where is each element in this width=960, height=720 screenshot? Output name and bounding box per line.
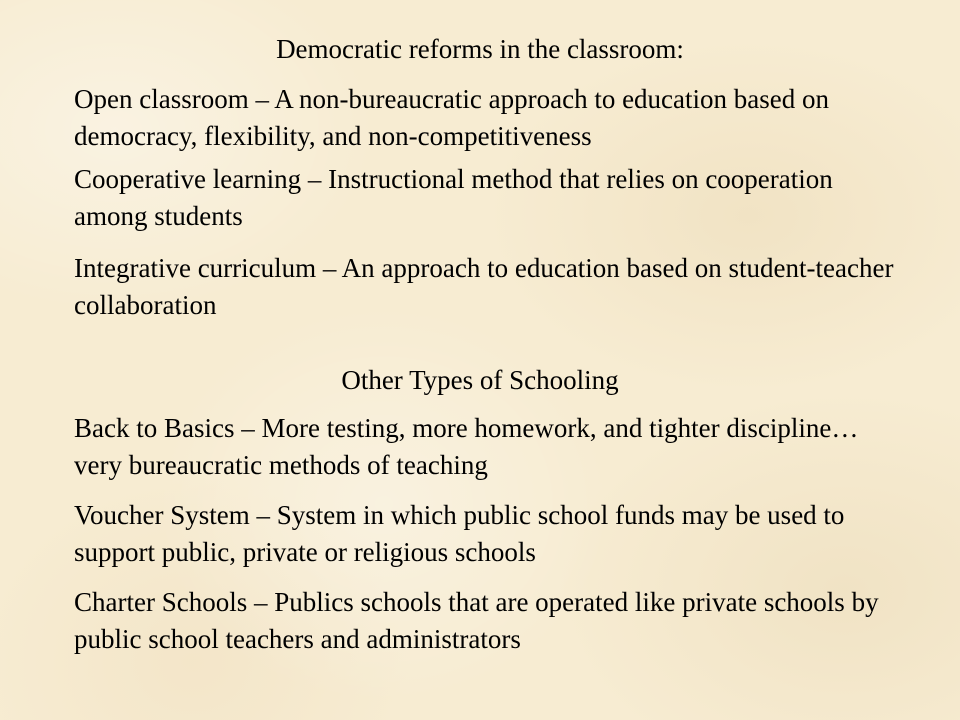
entry-integrative-curriculum: Integrative curriculum – An approach to education based on student-teacher collaboration [74,253,894,320]
entry-charter-schools: Charter Schools – Publics schools that are operated like private schools by public school teachers and administrators [74,587,879,654]
section-heading-other-types: Other Types of Schooling [341,365,619,395]
entry-back-to-basics: Back to Basics – More testing, more homework, and tighter discipline…very bureaucratic methods of teaching [74,413,859,480]
entry-open-classroom: Open classroom – A non-bureaucratic approach to education based on democracy, flexibility, and non-competitiveness [74,84,829,151]
section-heading-democratic-reforms: Democratic reforms in the classroom: [276,34,684,64]
entry-cooperative-learning: Cooperative learning – Instructional method that relies on cooperation among students [74,164,833,231]
entry-voucher-system: Voucher System – System in which public school funds may be used to support public, private or religious schools [74,500,845,567]
